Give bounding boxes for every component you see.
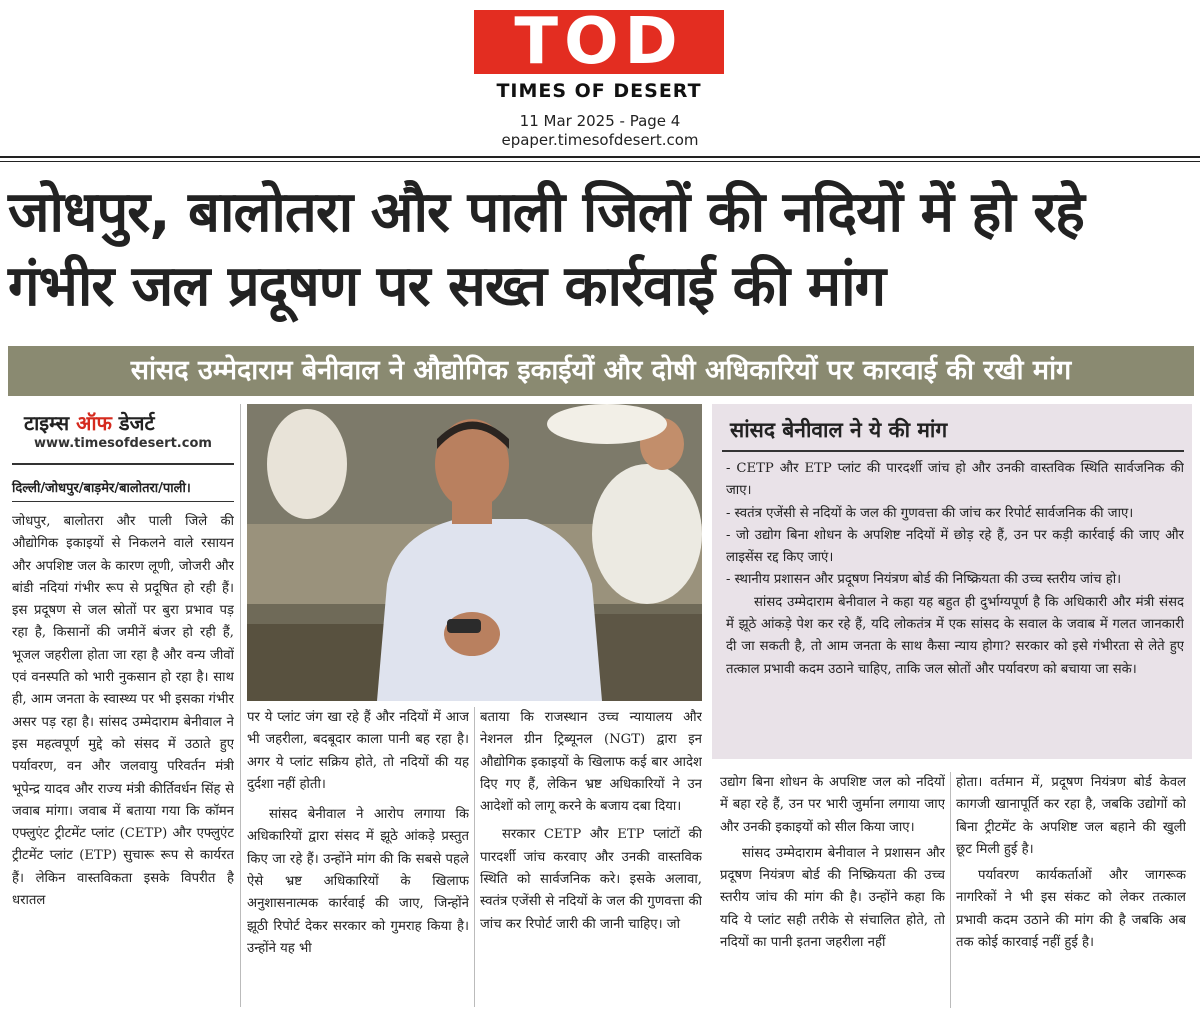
column-2-paragraph-1: पर ये प्लांट जंग खा रहे हैं और नदियों में आज भी जहरीला, बदबूदार काला पानी बह रहा है। अगर ये प्लांट सक्रिय होते, तो नदियों की यह दुर्दशा नहीं होती। xyxy=(247,710,469,792)
column-5-paragraph-2: पर्यावरण कार्यकर्ताओं और जागरूक नागरिकों ने भी इस संकट को लेकर तत्काल प्रभावी कदम उठाने की मांग की है जबकि अब तक कोई कारवाई नहीं हुई है। xyxy=(956,868,1186,951)
column-4-paragraph-2: सांसद उम्मेदाराम बेनीवाल ने प्रशासन और प्रदूषण नियंत्रण बोर्ड की निष्क्रियता की उच्च स्तरीय जांच की मांग की है। उन्होंने कहा कि यदि ये प्लांट सही तरीके से संचालित होते, तो नदियों का पानी इतना जहरीला नहीं xyxy=(720,845,945,951)
article-photo xyxy=(247,404,702,701)
demand-item: - CETP और ETP प्लांट की पारदर्शी जांच हो और उनकी वास्तविक स्थिति सार्वजनिक की जाए। xyxy=(726,461,1184,499)
demand-item: - स्वतंत्र एजेंसी से नदियों के जल की गुणवत्ता की जांच कर रिपोर्ट सार्वजनिक की जाए। xyxy=(726,505,1134,521)
paper-brand-part3: डेजर्ट xyxy=(111,411,155,435)
article-column-5 xyxy=(956,772,1186,1008)
column-3-paragraph-1: बताया कि राजस्थान उच्च न्यायालय और नेशनल ग्रीन ट्रिब्यूनल (NGT) द्वारा इन औद्योगिक इकाइयों के खिलाफ कई बार आदेश दिए गए हैं, लेकिन भ्रष्ट अधिकारियों ने उन आदेशों को लागू करने के बजाय दबा दिया। xyxy=(480,710,702,815)
article-column-1: जोधपुर, बालोतरा और पाली जिले की औद्योगिक इकाइयों से निकलने वाले रसायन और अपशिष्ट जल के कारण लूणी, जोजरी और बांडी नदियां गंभीर रूप से प्रदूषित हो रही हैं। इस प्रदूषण से जल स्रोतों पर बुरा प्रभाव पड़ रहा है, किसानों की जमीनें बंजर हो रही हैं, भूजल जहरीला होता जा रहा है और वन्य जीवों एवं वनस्पति को भारी नुकसान हो रहा है। साथ ही, आम जनता के स्वास्थ्य पर भी इसका गंभीर असर पड़ रहा है। सांसद उम्मेदाराम बेनीवाल ने इस महत्वपूर्ण मुद्दे को संसद में उठाते हुए पर्यावरण, वन और जलवायु परिवर्तन मंत्री भूपेन्द्र यादव और राज्य मंत्री कीर्तिवर्धन सिंह से जवाब मांगा। जवाब में बताया गया कि कॉमन एफ्लुएंट ट्रीटमेंट प्लांट (CETP) और एफ्लुएंट ट्रीटमेंट प्लांट (ETP) सुचारू रूप से कार्यरत हैं। लेकिन वास्तविकता इसके विपरीत है धरातल xyxy=(12,514,234,909)
paper-site: www.timesofdesert.com xyxy=(34,436,212,451)
masthead-rule-bottom xyxy=(0,161,1200,162)
column-5-paragraph-1: होता। वर्तमान में, प्रदूषण नियंत्रण बोर्ड केवल कागजी खानापूर्ति कर रहा है, जबकि उद्योगों को बिना ट्रीटमेंट के अपशिष्ट जल बहाने की खुली छूट मिली हुई है। xyxy=(956,775,1186,857)
brand-rule xyxy=(12,463,234,465)
logo-subtitle: TIMES OF DESERT xyxy=(496,80,702,102)
demand-list xyxy=(726,458,1184,756)
paper-brand xyxy=(24,409,224,436)
column-3-paragraph-2: सरकार CETP और ETP प्लांटों की पारदर्शी जांच करवाए और उनकी वास्तविक स्थिति को सार्वजनिक करे। इसके अलावा, स्वतंत्र एजेंसी से नदियों के जल की गुणवत्ता की जांच कर रिपोर्ट जारी की जानी चाहिए। जो xyxy=(480,827,702,932)
dateline-rule xyxy=(12,501,234,502)
demand-item: - स्थानीय प्रशासन और प्रदूषण नियंत्रण बोर्ड की निष्क्रियता की उच्च स्तरीय जांच हो। xyxy=(726,572,1122,588)
article-column-3 xyxy=(480,707,702,1007)
demand-box-title: सांसद बेनीवाल ने ये की मांग xyxy=(730,418,948,442)
edition-info xyxy=(0,112,1200,150)
demand-item: - जो उद्योग बिना शोधन के अपशिष्ट नदियों में छोड़ रहे हैं, उन पर कड़ी कार्रवाई की जाए और लाइसेंस रद्द किए जाएं। xyxy=(726,527,1184,566)
paper-brand-part1: टाइम्स xyxy=(24,411,77,435)
subheadline: सांसद उम्मेदाराम बेनीवाल ने औद्योगिक इकाईयों और दोषी अधिकारियों पर कारवाई की रखी मांग xyxy=(130,355,1072,386)
tod-logo: TOD xyxy=(474,10,724,74)
date-page: 11 Mar 2025 - Page 4 xyxy=(519,112,681,130)
epaper-url: epaper.timesofdesert.com xyxy=(501,131,699,149)
demand-paragraph: सांसद उम्मेदाराम बेनीवाल ने कहा यह बहुत ही दुर्भाग्यपूर्ण है कि अधिकारी और मंत्री संसद में झूठे आंकड़े पेश कर रहे हैं, यदि लोकतंत्र में एक सांसद के सवाल के जवाब में गलत जानकारी दी जा सकती है, तो आम जनता के साथ कैसा न्याय होगा? सरकार को इसे गंभीरता से लेते हुए तत्काल प्रभावी कदम उठाने चाहिए, ताकि जल स्रोतों और पर्यावरण को बचाया जा सके। xyxy=(726,594,1184,677)
article-column-2 xyxy=(247,707,469,1007)
masthead-rule-top xyxy=(0,156,1200,158)
column-4-paragraph-1: उद्योग बिना शोधन के अपशिष्ट जल को नदियों में बहा रहे हैं, उन पर भारी जुर्माना लगाया जाए और उनकी इकाइयों को सील किया जाए। xyxy=(720,775,945,835)
column-divider-3 xyxy=(950,772,951,1008)
column-2-paragraph-2: सांसद बेनीवाल ने आरोप लगाया कि अधिकारियों द्वारा संसद में झूठे आंकड़े प्रस्तुत किए जा रहे हैं। उन्होंने मांग की कि सबसे पहले ऐसे भ्रष्ट अधिकारियों के खिलाफ अनुशासनात्मक कार्रवाई की जाए, जिन्होंने झूठी रिपोर्ट देकर सरकार को गुमराह किया है। उन्होंने यह भी xyxy=(247,807,469,956)
dateline: दिल्ली/जोधपुर/बाड़मेर/बालोतरा/पाली। xyxy=(12,481,191,496)
demand-box-rule xyxy=(722,450,1184,452)
speaker-photo-illustration xyxy=(247,404,702,701)
headline: जोधपुर, बालोतरा और पाली जिलों की नदियों में हो रहे गंभीर जल प्रदूषण पर सख्त कार्रवाई की मांग xyxy=(8,180,1084,319)
column-divider-1 xyxy=(240,404,241,1007)
column-divider-2 xyxy=(474,707,475,1007)
paper-brand-part2: ऑफ xyxy=(76,411,112,435)
article-column-4 xyxy=(720,772,945,1008)
